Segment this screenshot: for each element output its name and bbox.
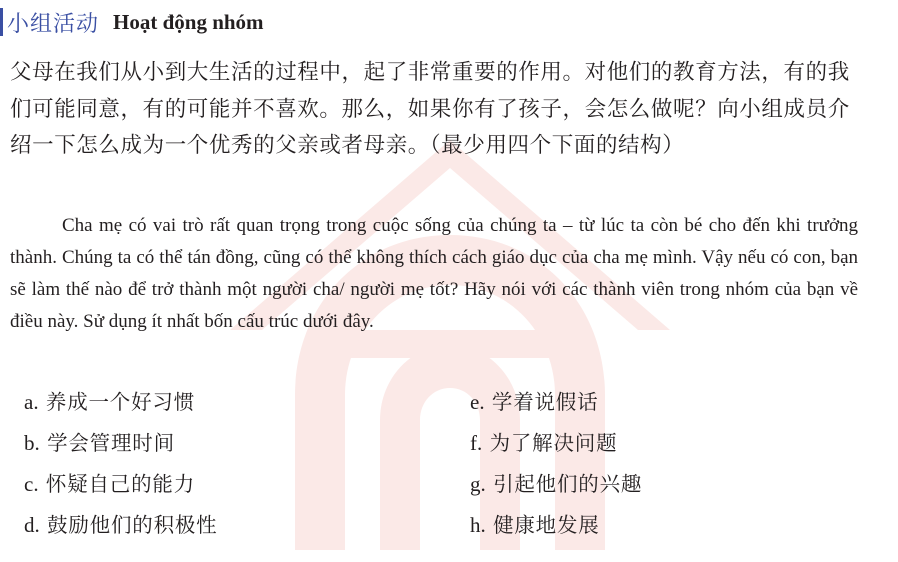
option-letter: e. bbox=[470, 390, 485, 414]
instruction-chinese: 父母在我们从小到大生活的过程中，起了非常重要的作用。对他们的教育方法，有的我们可能同意，有的可能并不喜欢。那么，如果你有了孩子，会怎么做呢？向小组成员介绍一下怎么成为一个优秀的父亲或者母亲。（最少用四个下面的结构） bbox=[10, 60, 850, 158]
option-item bbox=[24, 426, 175, 456]
option-letter: a. bbox=[24, 390, 39, 414]
option-letter: h. bbox=[470, 513, 486, 537]
option-text: 养成一个好习惯 bbox=[45, 390, 196, 414]
option-text: 健康地发展 bbox=[493, 513, 600, 537]
option-item bbox=[24, 385, 195, 415]
option-letter: c. bbox=[24, 472, 39, 496]
section-header bbox=[0, 6, 264, 38]
option-item bbox=[24, 508, 217, 538]
option-text: 为了解决问题 bbox=[489, 431, 618, 455]
option-letter: g. bbox=[470, 472, 486, 496]
option-item bbox=[24, 467, 195, 497]
option-letter: f. bbox=[470, 431, 483, 455]
header-accent-bar bbox=[0, 8, 3, 36]
section-title-chinese: 小组活动 bbox=[7, 11, 100, 37]
section-title-vietnamese: Hoạt động nhóm bbox=[113, 9, 264, 34]
option-text: 怀疑自己的能力 bbox=[45, 472, 196, 496]
option-text: 学会管理时间 bbox=[47, 431, 175, 455]
instruction-vietnamese: Cha mẹ có vai trò rất quan trọng trong cuộc sống của chúng ta – từ lúc ta còn bé cho đến khi trưởng thành. Chúng ta có thể tán đồng, cũng có thể không thích cách giáo dục của cha mẹ mình. Vậy nếu có con, bạn sẽ làm thế nào để trở thành một người cha/ người mẹ tốt? Hãy nói với các thành viên trong nhóm của bạn về điều này. Sử dụng ít nhất bốn cấu trúc dưới đây. bbox=[10, 215, 858, 332]
option-text: 鼓励他们的积极性 bbox=[47, 513, 218, 537]
option-item bbox=[470, 467, 642, 497]
option-item bbox=[470, 426, 617, 456]
option-letter: b. bbox=[24, 431, 40, 455]
option-item bbox=[470, 385, 598, 415]
option-text: 引起他们的兴趣 bbox=[493, 472, 643, 496]
option-letter: d. bbox=[24, 513, 40, 537]
option-text: 学着说假话 bbox=[491, 390, 599, 414]
option-item bbox=[470, 508, 600, 538]
